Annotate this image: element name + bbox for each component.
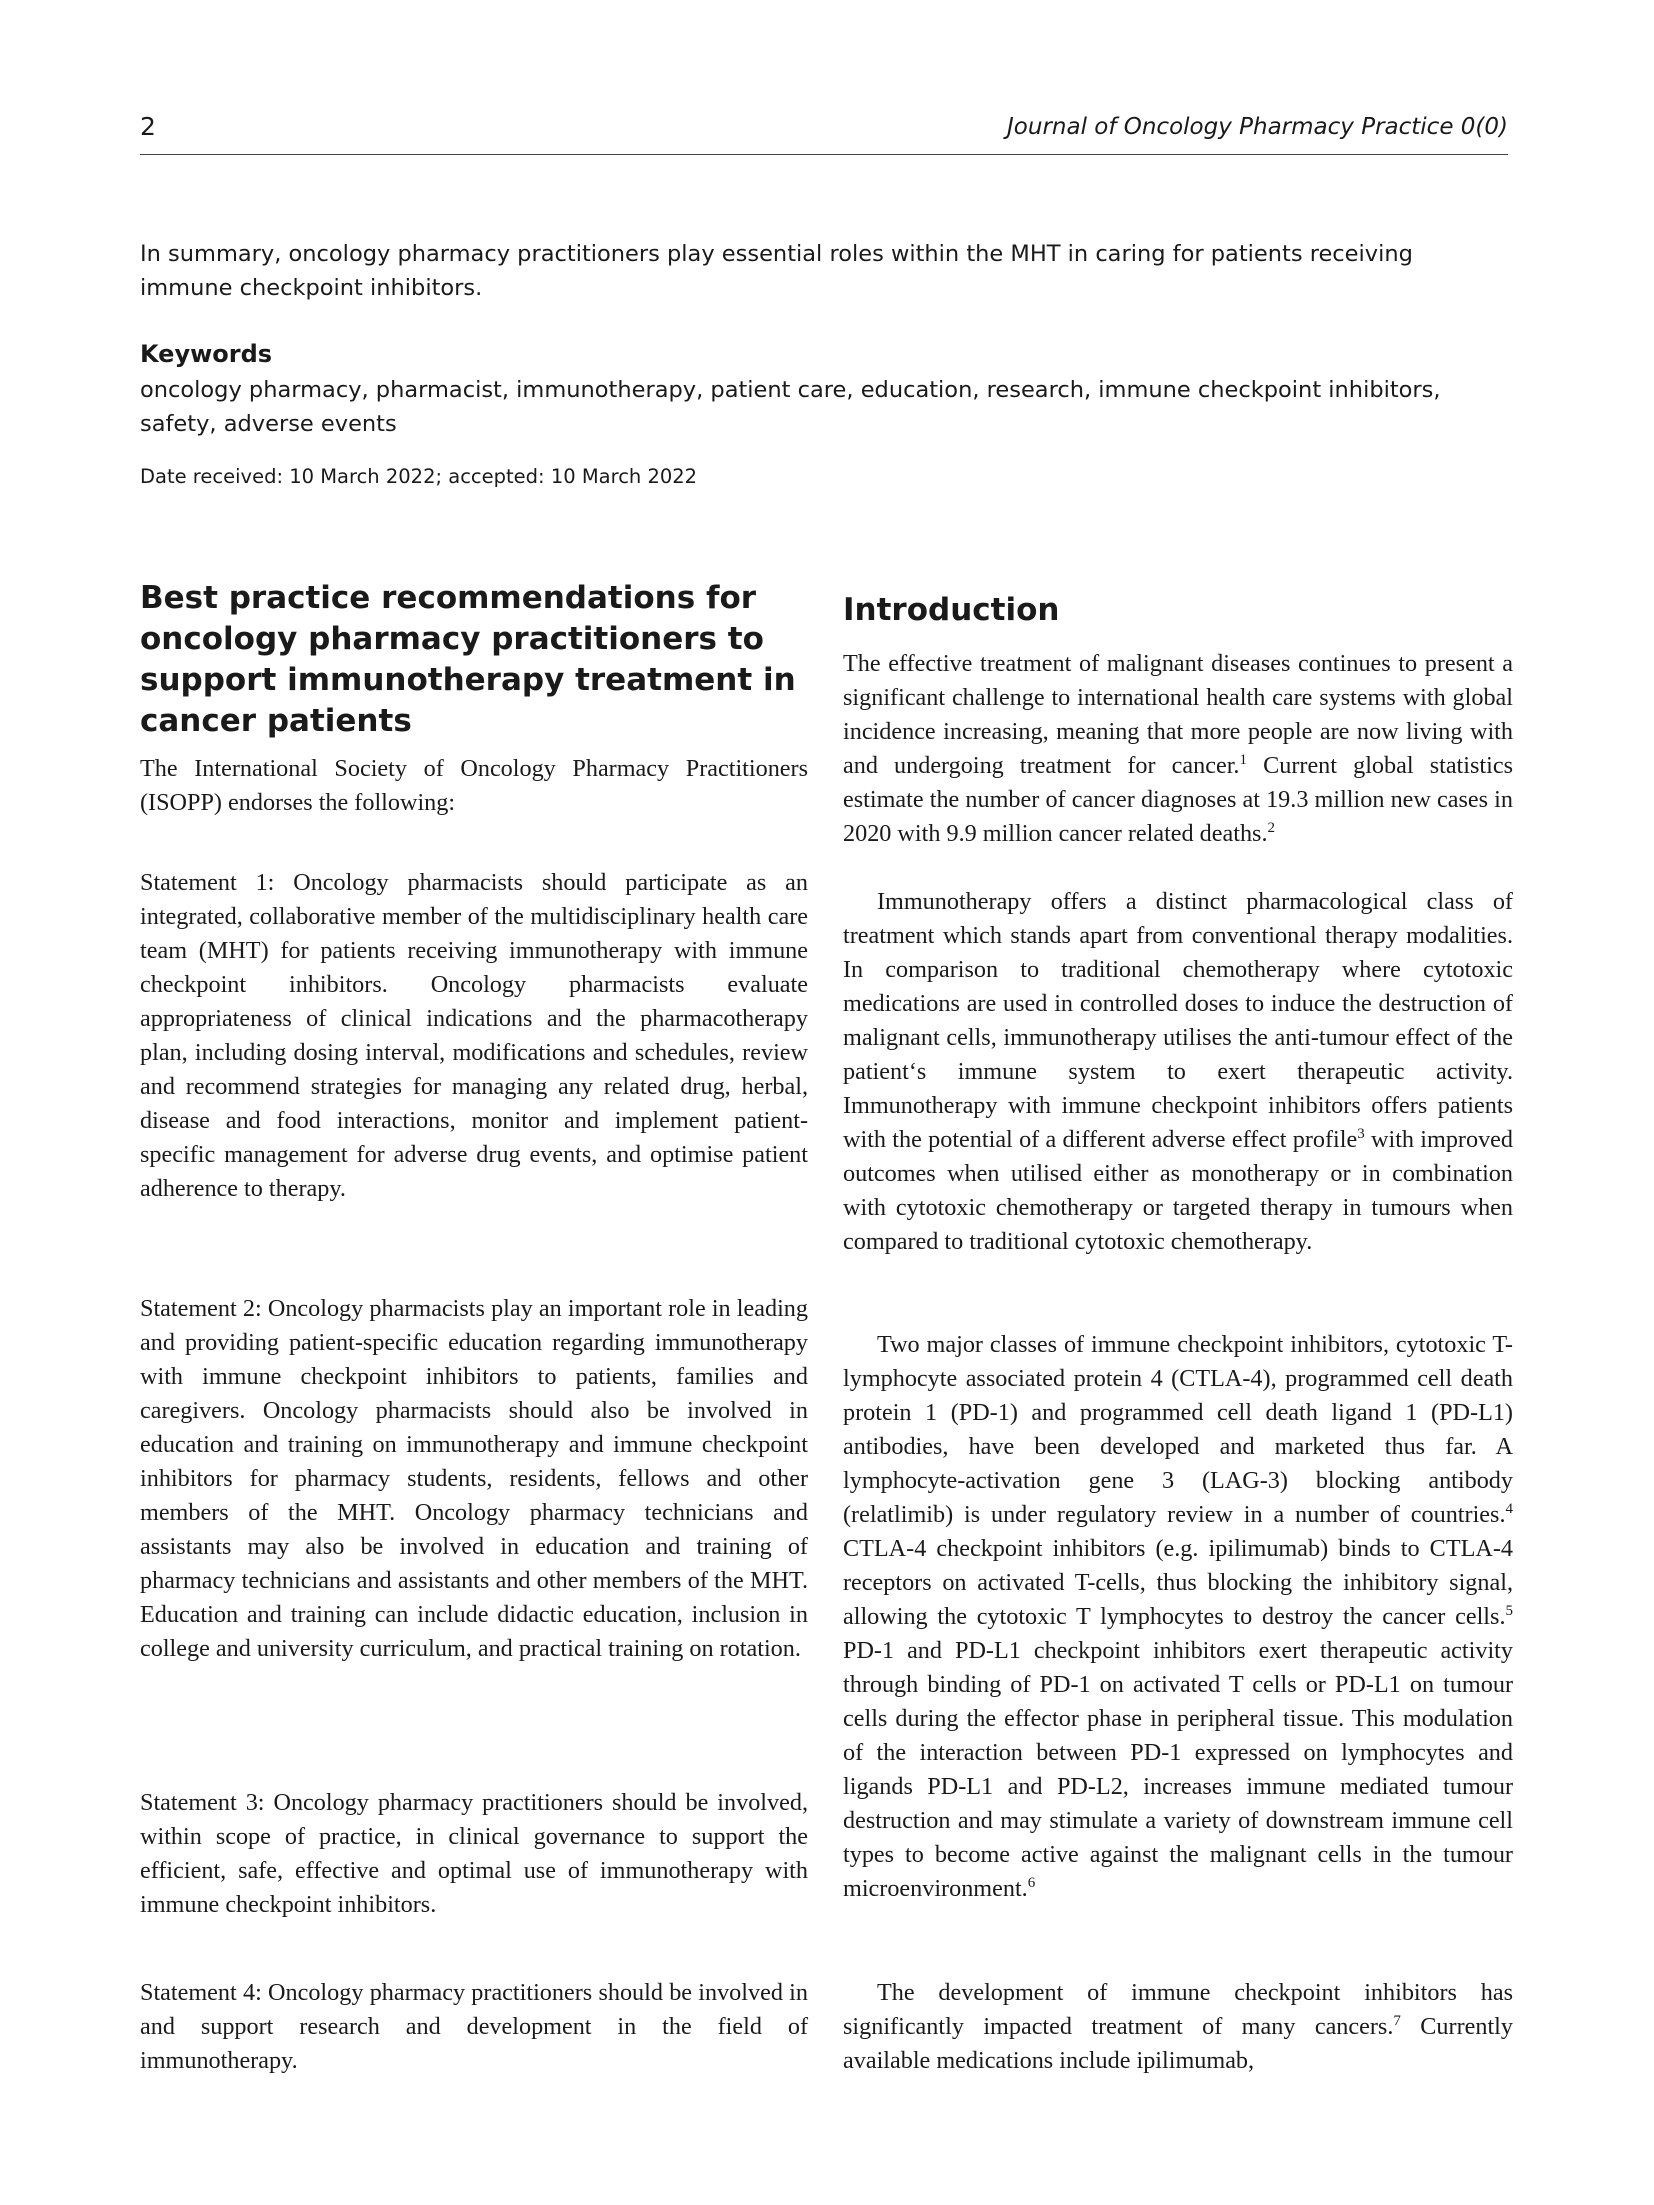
citation-ref: 3 <box>1357 1126 1365 1142</box>
introduction-heading: Introduction <box>843 592 1060 628</box>
citation-ref: 6 <box>1027 1875 1036 1891</box>
page-number: 2 <box>140 112 156 141</box>
statement-1: Statement 1: Oncology pharmacists should participate as an integrated, collaborative member of the multidisciplinary health care team (MHT) for patients receiving immunotherapy with immune checkpoint inhibitors. Oncology pharmacists evaluate appropriateness of clinical indications and the pharmacotherapy plan, including dosing interval, modifications and schedules, review and recommend strategies for managing any related drug, herbal, disease and food interactions, monitor and implement patient-specific management for adverse drug events, and optimise patient adherence to therapy. <box>140 869 808 1202</box>
citation-ref: 2 <box>1267 820 1275 836</box>
keywords-heading: Keywords <box>140 340 273 368</box>
statement-2: Statement 2: Oncology pharmacists play an important role in leading and providing patient-specific education regarding immunotherapy with immune checkpoint inhibitors to patients, families and caregivers. Oncology pharmacists should also be involved in education and training on immunotherapy and immune checkpoint inhibitors for pharmacy students, residents, fellows and other members of the MHT. Oncology pharmacy technicians and assistants may also be involved in education and training of pharmacy technicians and assistants and other members of the MHT. Education and training can include didactic education, inclusion in college and university curriculum, and practical training on rotation. <box>140 1295 808 1662</box>
running-head <box>140 110 1508 155</box>
introduction-paragraph-3: Two major classes of immune checkpoint inhibitors, cytotoxic T-lymphocyte associated protein 4 (CTLA-4), programmed cell death protein 1 (PD-1) and programmed cell death ligand 1 (PD-L1) antibodies, have been developed and marketed thus far. A lymphocyte-activation gene 3 (LAG-3) blocking antibody (relatlimib) is under regulatory review in a number of countries.$^4$ CTLA-4 checkpoint inhibitors (e.g. ipilimumab) binds to CTLA-4 receptors on activated T-cells, thus blocking the inhibitory signal, allowing the cytotoxic T lymphocytes to destroy the cancer cells.$^5$ PD-1 and PD-L1 checkpoint inhibitors exert therapeutic activity through binding of PD-1 on activated T cells or PD-L1 on tumour cells during the effector phase in peripheral tissue. This modulation of the interaction between PD-1 expressed on lymphocytes and ligands PD-L1 and PD-L2, increases immune mediated tumour destruction and may stimulate a variety of downstream immune cell types to become active against the malignant cells in the tumour microenvironment.$^6$ <box>843 1331 1513 1902</box>
citation-ref: 5 <box>1505 1603 1513 1619</box>
endorsement-paragraph: The International Society of Oncology Pharmacy Practitioners (ISOPP) endorses the following: <box>140 755 808 816</box>
keywords-list: oncology pharmacy, pharmacist, immunotherapy, patient care, education, research, immune checkpoint inhibitors, safety, adverse events <box>140 377 1441 437</box>
citation-ref: 7 <box>1393 2013 1401 2029</box>
received-accepted-dates: Date received: 10 March 2022; accepted: 10 March 2022 <box>140 465 698 488</box>
introduction-paragraph-2: Immunotherapy offers a distinct pharmacological class of treatment which stands apart from conventional therapy modalities. In comparison to traditional chemotherapy where cytotoxic medications are used in controlled doses to induce the destruction of malignant cells, immunotherapy utilises the anti-tumour effect of the patient‘s immune system to exert therapeutic activity. Immunotherapy with immune checkpoint inhibitors offers patients with the potential of a different adverse effect profile$^3$ with improved outcomes when utilised either as monotherapy or in combination with cytotoxic chemotherapy or targeted therapy in tumours when compared to traditional cytotoxic chemotherapy. <box>843 888 1513 1255</box>
journal-title: Journal of Oncology Pharmacy Practice 0(0) <box>1007 114 1508 140</box>
introduction-paragraph-4: The development of immune checkpoint inhibitors has significantly impacted treatment of many cancers.$^7$ Currently available medications include ipilimumab, <box>843 1979 1514 2074</box>
abstract-summary: In summary, oncology pharmacy practitioners play essential roles within the MHT in caring for patients receiving immune checkpoint inhibitors. <box>140 241 1413 301</box>
introduction-paragraph-1: The effective treatment of malignant diseases continues to present a significant challenge to international health care systems with global incidence increasing, meaning that more people are now living with and undergoing treatment for cancer.$^1$ Current global statistics estimate the number of cancer diagnoses at 19.3 million new cases in 2020 with 9.9 million cancer related deaths.$^2$ <box>843 650 1513 847</box>
citation-ref: 4 <box>1505 1501 1513 1517</box>
recommendations-section-title: Best practice recommendations for oncology pharmacy practitioners to support immunotherapy treatment in cancer patients <box>140 580 796 739</box>
statement-4: Statement 4: Oncology pharmacy practitioners should be involved in and support research and development in the field of immunotherapy. <box>140 1979 808 2074</box>
statement-3: Statement 3: Oncology pharmacy practitioners should be involved, within scope of practice, in clinical governance to support the efficient, safe, effective and optimal use of immunotherapy with immune checkpoint inhibitors. <box>140 1789 808 1918</box>
citation-ref: 1 <box>1239 752 1247 768</box>
